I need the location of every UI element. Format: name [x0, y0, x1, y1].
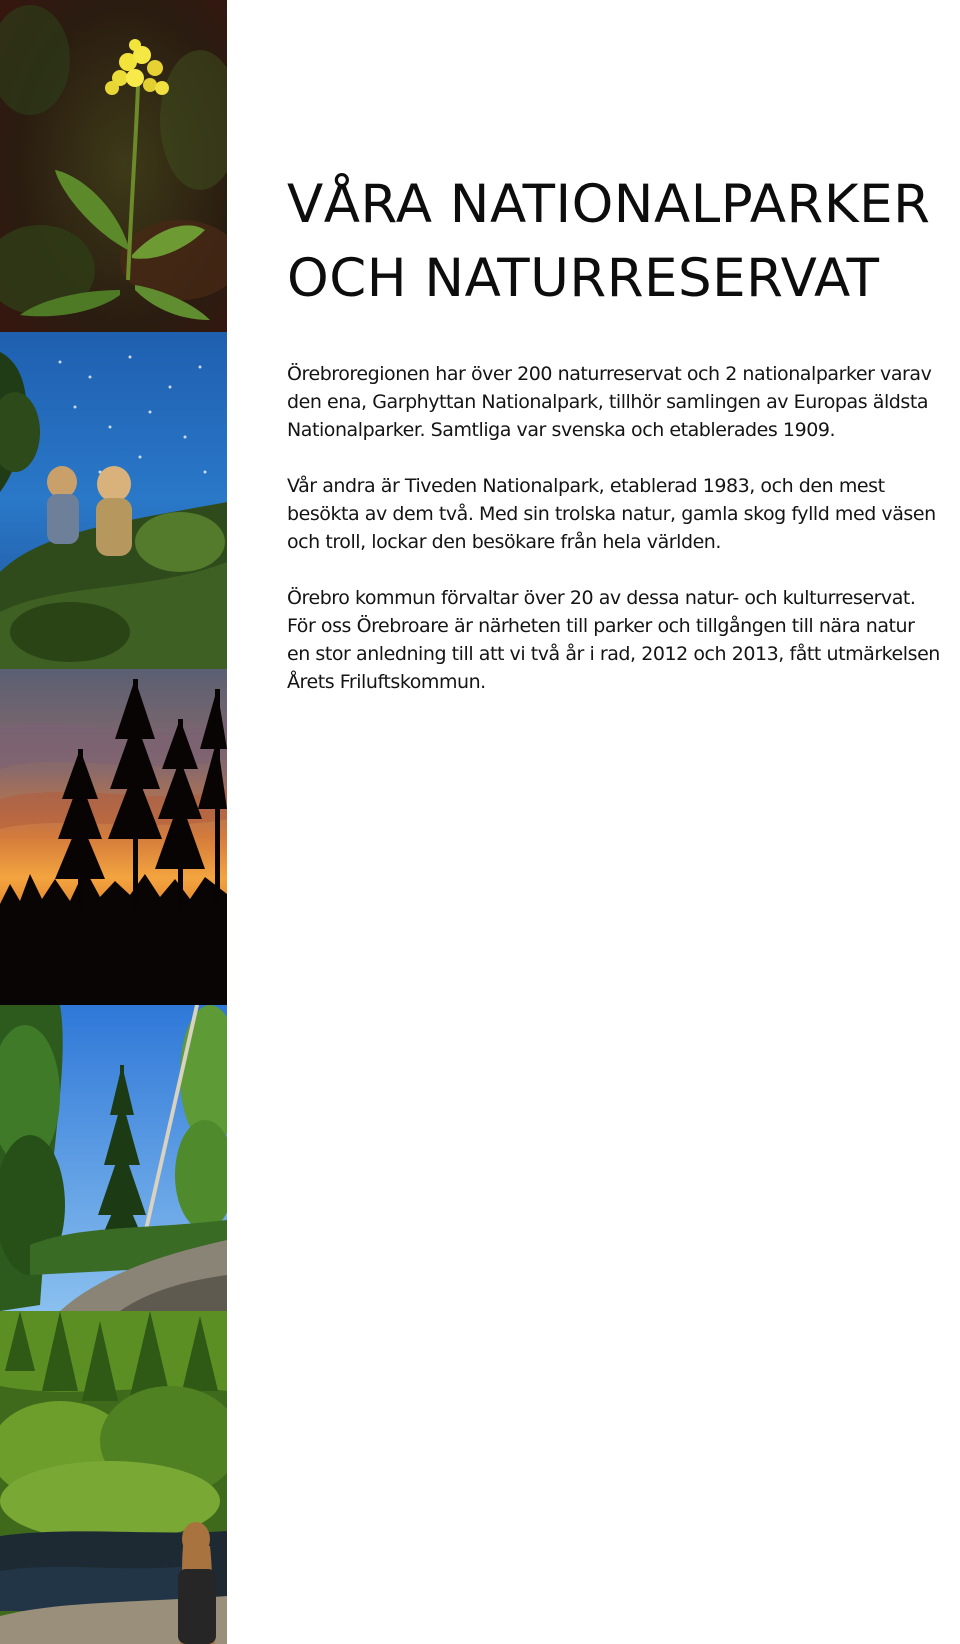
forest-sunset-photo	[0, 669, 227, 1005]
text-line: och troll, lockar den besökare från hela världen.	[287, 531, 721, 553]
paragraph-tiveden	[287, 472, 957, 556]
page-title	[287, 168, 957, 316]
title-line-1: VÅRA NATIONALPARKER	[287, 174, 931, 235]
text-line: För oss Örebroare är närheten till parker och tillgången till nära natur	[287, 615, 915, 637]
paragraph-garphyttan	[287, 360, 957, 444]
text-line: Årets Friluftskommun.	[287, 671, 486, 693]
photo-strip	[0, 0, 227, 1644]
text-line: Örebro kommun förvaltar över 20 av dessa natur- och kulturreservat.	[287, 587, 916, 609]
text-line: den ena, Garphyttan Nationalpark, tillhör samlingen av Europas äldsta	[287, 391, 929, 413]
pine-trees-sky-photo	[0, 1005, 227, 1311]
title-line-2: OCH NATURRESERVAT	[287, 248, 880, 309]
woman-overlooking-forest-lake-photo	[0, 1311, 227, 1644]
text-line: besökta av dem två. Med sin trolska natur, gamla skog fylld med väsen	[287, 503, 936, 525]
text-line: Vår andra är Tiveden Nationalpark, etablerad 1983, och den mest	[287, 475, 885, 497]
text-line: Nationalparker. Samtliga var svenska och etablerades 1909.	[287, 419, 836, 441]
text-line: en stor anledning till att vi två år i rad, 2012 och 2013, fått utmärkelsen	[287, 643, 940, 665]
children-by-lake-photo	[0, 332, 227, 669]
paragraph-orebro-kommun	[287, 584, 957, 696]
article	[287, 168, 957, 693]
body-text	[287, 360, 957, 724]
text-line: Örebroregionen har över 200 naturreservat och 2 nationalparker varav	[287, 363, 932, 385]
cowslip-flower-photo	[0, 0, 227, 332]
